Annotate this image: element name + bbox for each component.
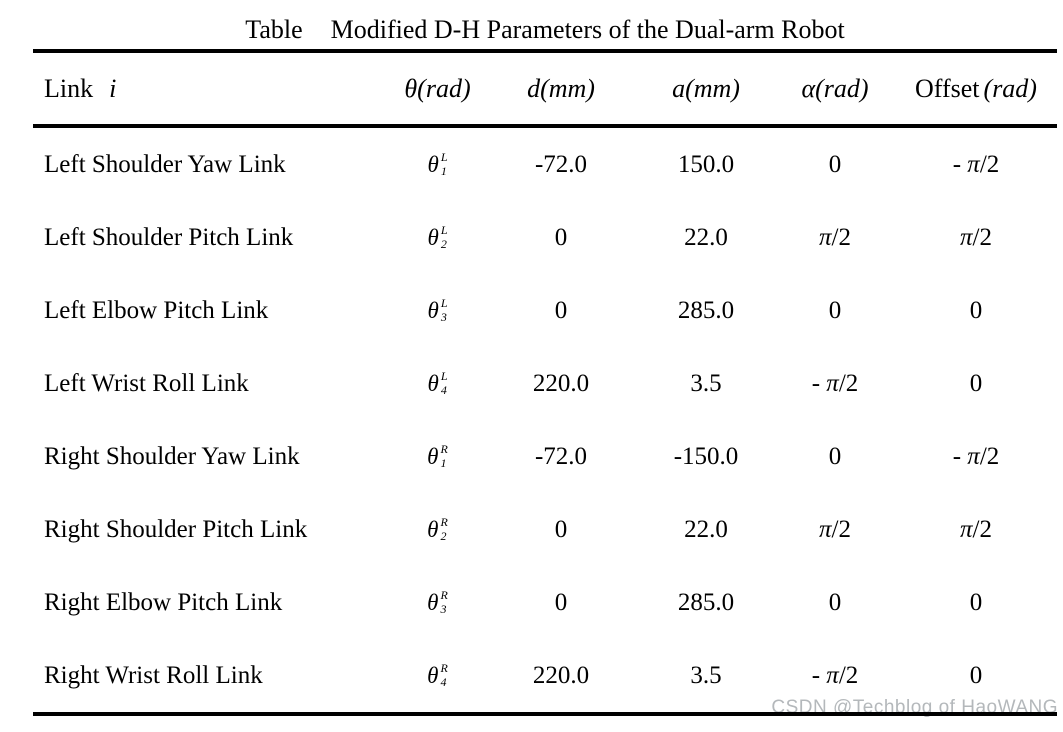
cell-link-name: Right Wrist Roll Link xyxy=(44,661,263,689)
header-d-symbol: d xyxy=(527,73,541,103)
column-header-theta xyxy=(390,51,485,126)
cell-alpha: π/2 xyxy=(819,223,851,251)
theta-symbol: θ R 4 xyxy=(427,661,448,690)
header-link-label: Link xyxy=(44,73,94,103)
cell-d: -72.0 xyxy=(534,442,588,470)
column-header-offset xyxy=(895,51,1057,126)
theta-subscript: 4 xyxy=(440,675,447,690)
table-row xyxy=(33,493,1057,566)
cell-alpha: - π/2 xyxy=(811,661,859,689)
cell-link-name: Left Shoulder Pitch Link xyxy=(44,223,294,251)
cell-alpha: π/2 xyxy=(819,515,851,543)
cell-offset: 0 xyxy=(969,661,983,689)
header-row xyxy=(33,51,1057,126)
cell-theta xyxy=(390,566,485,639)
cell-alpha: 0 xyxy=(828,588,842,616)
cell-a: 3.5 xyxy=(690,661,722,689)
theta-symbol: θ L 1 xyxy=(427,150,448,179)
cell-offset: - π/2 xyxy=(952,150,1000,178)
cell-alpha: 0 xyxy=(828,150,842,178)
header-alpha-symbol: α xyxy=(801,73,816,103)
theta-superscript: R xyxy=(440,661,448,676)
header-offset-label: Offset xyxy=(915,73,980,103)
theta-symbol: θ R 1 xyxy=(427,442,448,471)
cell-d: 220.0 xyxy=(532,661,590,689)
theta-symbol: θ L 4 xyxy=(427,369,448,398)
table-title xyxy=(33,0,1057,49)
theta-subscript: 3 xyxy=(440,602,447,617)
theta-subscript: 2 xyxy=(440,237,447,252)
cell-d: 0 xyxy=(554,223,568,251)
column-header-a xyxy=(637,51,775,126)
cell-d: 0 xyxy=(554,515,568,543)
table-title-text: Modified D-H Parameters of the Dual-arm Robot xyxy=(330,15,845,44)
table-row xyxy=(33,274,1057,347)
cell-d: -72.0 xyxy=(534,150,588,178)
header-alpha-unit: (rad) xyxy=(815,73,869,103)
cell-link-name: Left Shoulder Yaw Link xyxy=(44,150,286,178)
table-title-prefix: Table xyxy=(245,15,303,44)
theta-symbol: θ L 3 xyxy=(427,296,448,325)
theta-subscript: 4 xyxy=(440,383,447,398)
cell-offset: 0 xyxy=(969,588,983,616)
header-a-unit: (mm) xyxy=(685,73,740,103)
table-row xyxy=(33,347,1057,420)
cell-link-name: Left Wrist Roll Link xyxy=(44,369,249,397)
cell-theta xyxy=(390,420,485,493)
cell-a: 285.0 xyxy=(677,588,735,616)
cell-link-name: Right Shoulder Yaw Link xyxy=(44,442,300,470)
cell-offset: π/2 xyxy=(960,515,992,543)
table-row xyxy=(33,566,1057,639)
theta-subscript: 1 xyxy=(440,164,447,179)
cell-a: 3.5 xyxy=(690,369,722,397)
cell-d: 220.0 xyxy=(532,369,590,397)
dh-parameters-table xyxy=(33,49,1057,716)
header-offset-unit: (rad) xyxy=(983,73,1037,103)
theta-symbol: θ R 2 xyxy=(427,515,448,544)
cell-a: -150.0 xyxy=(673,442,739,470)
cell-theta xyxy=(390,126,485,201)
theta-superscript: R xyxy=(440,515,448,530)
cell-theta xyxy=(390,347,485,420)
cell-theta xyxy=(390,201,485,274)
theta-subscript: 3 xyxy=(440,310,447,325)
cell-theta xyxy=(390,274,485,347)
header-theta-symbol: θ xyxy=(404,73,418,103)
cell-alpha: 0 xyxy=(828,296,842,324)
cell-a: 22.0 xyxy=(684,515,728,543)
cell-d: 0 xyxy=(554,588,568,616)
cell-alpha: - π/2 xyxy=(811,369,859,397)
theta-symbol: θ R 3 xyxy=(427,588,448,617)
cell-link-name: Left Elbow Pitch Link xyxy=(44,296,269,324)
column-header-link xyxy=(33,51,390,126)
theta-superscript: L xyxy=(440,296,448,311)
cell-offset: π/2 xyxy=(960,223,992,251)
cell-a: 285.0 xyxy=(677,296,735,324)
column-header-alpha xyxy=(775,51,895,126)
column-header-d xyxy=(485,51,637,126)
table-row xyxy=(33,201,1057,274)
header-link-symbol: i xyxy=(109,73,117,103)
header-a-symbol: a xyxy=(672,73,686,103)
header-theta-unit: (rad) xyxy=(417,73,471,103)
cell-theta xyxy=(390,639,485,714)
table-row xyxy=(33,639,1057,714)
cell-link-name: Right Shoulder Pitch Link xyxy=(44,515,308,543)
header-d-unit: (mm) xyxy=(540,73,595,103)
theta-superscript: R xyxy=(440,442,448,457)
theta-superscript: R xyxy=(440,588,448,603)
table-row xyxy=(33,126,1057,201)
table-row xyxy=(33,420,1057,493)
theta-subscript: 1 xyxy=(440,456,447,471)
theta-superscript: L xyxy=(440,369,448,384)
theta-subscript: 2 xyxy=(440,529,447,544)
theta-superscript: L xyxy=(440,150,448,165)
cell-alpha: 0 xyxy=(828,442,842,470)
cell-offset: 0 xyxy=(969,296,983,324)
cell-d: 0 xyxy=(554,296,568,324)
watermark: CSDN @Techblog of HaoWANG xyxy=(771,697,1058,718)
theta-superscript: L xyxy=(440,223,448,238)
theta-symbol: θ L 2 xyxy=(427,223,448,252)
cell-offset: 0 xyxy=(969,369,983,397)
cell-a: 150.0 xyxy=(677,150,735,178)
cell-theta xyxy=(390,493,485,566)
cell-a: 22.0 xyxy=(684,223,728,251)
cell-offset: - π/2 xyxy=(952,442,1000,470)
cell-link-name: Right Elbow Pitch Link xyxy=(44,588,283,616)
